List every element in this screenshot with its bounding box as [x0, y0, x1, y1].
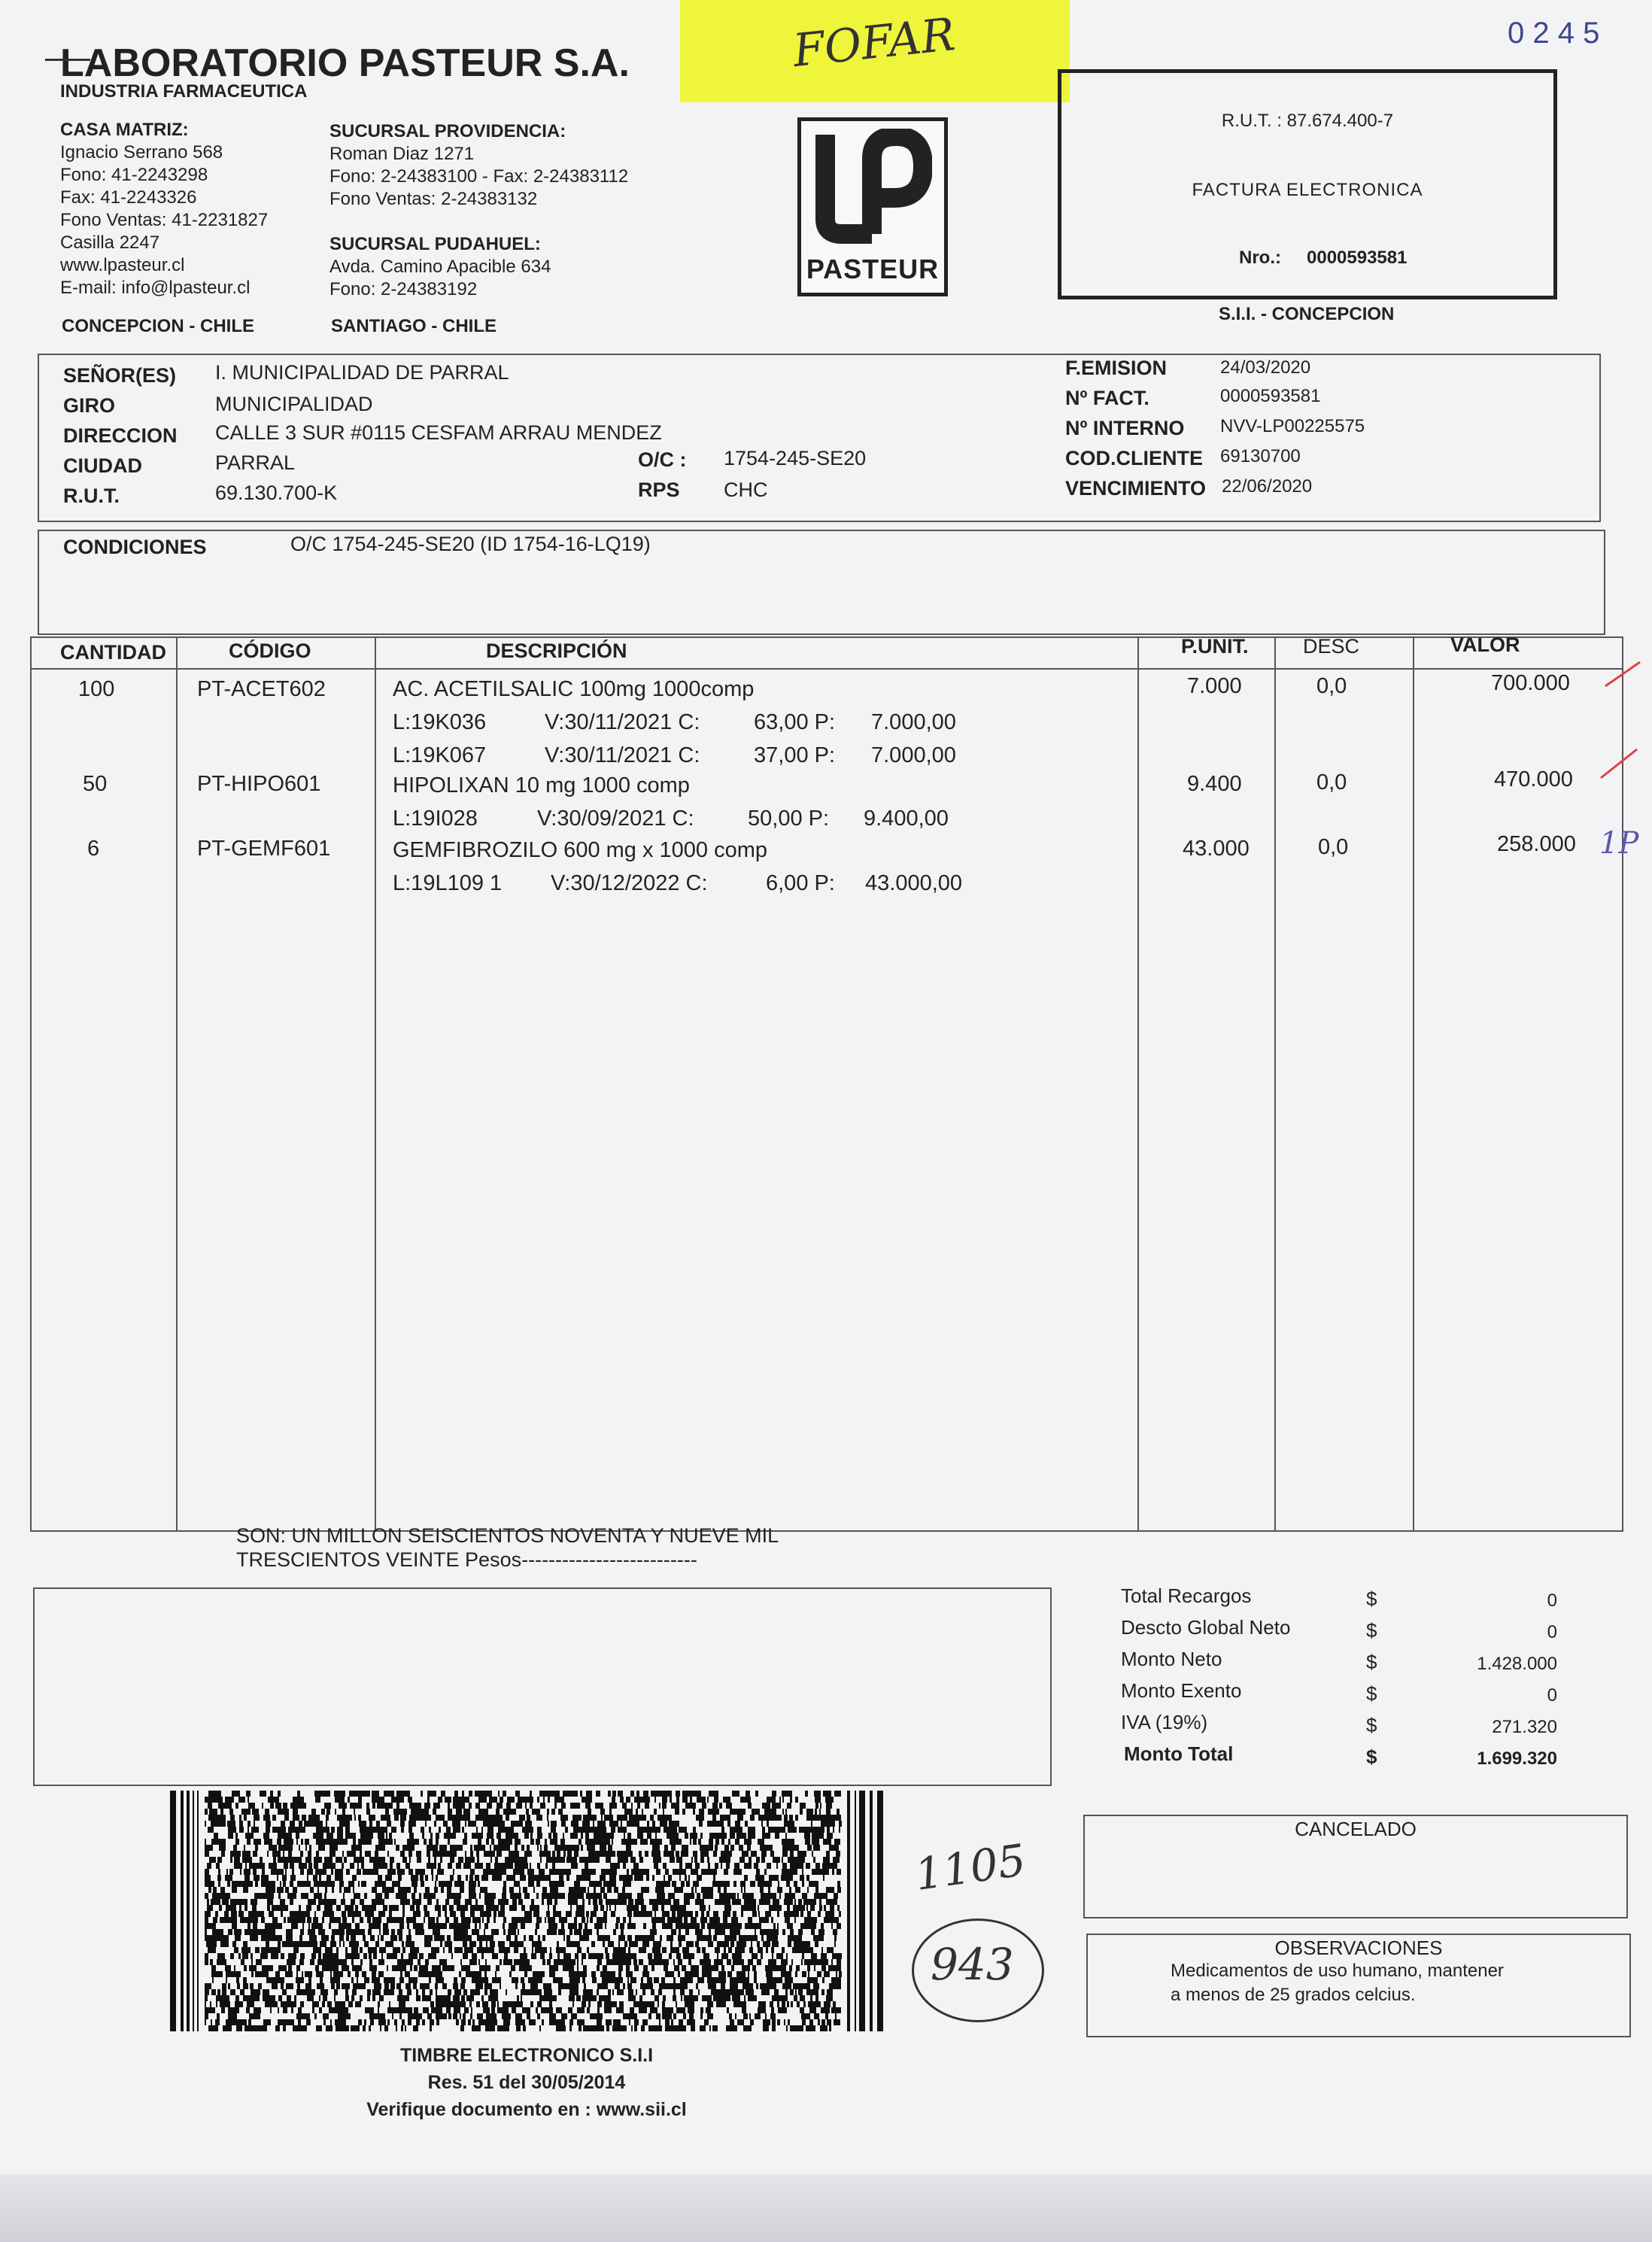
lote-id: L:19L109 1 [393, 871, 503, 895]
son-line2: TRESCIENTOS VEINTE Pesos-------------------------- [236, 1548, 697, 1571]
page-shadow [0, 2174, 1652, 2242]
value-rut: 69.130.700-K [215, 482, 338, 504]
cancelado-label: CANCELADO [1295, 1818, 1417, 1840]
casa-matriz-line: Fono Ventas: 41-2231827 [60, 210, 269, 230]
invoice-box [1058, 69, 1557, 299]
item-cantidad: 6 [87, 837, 100, 861]
sticky-note [680, 0, 1070, 102]
casa-matriz-title: CASA MATRIZ: [60, 120, 189, 140]
lote-id: L:19K036 [393, 710, 487, 734]
label-giro: GIRO [63, 394, 116, 417]
total-label: Monto Neto [1121, 1648, 1222, 1670]
item-cantidad: 100 [78, 677, 115, 701]
observaciones-box [1086, 1934, 1631, 2037]
casa-matriz-line: Fono: 41-2243298 [60, 165, 208, 185]
timbre-line3: Verifique documento en : www.sii.cl [366, 2099, 687, 2120]
pudahuel-city: SANTIAGO - CHILE [331, 316, 497, 336]
total-value: 271.320 [1492, 1717, 1557, 1737]
item-cantidad: 50 [83, 772, 108, 796]
issuer-rut: R.U.T. : 87.674.400-7 [1221, 111, 1394, 131]
lp-logo-icon [812, 129, 932, 249]
timbre [173, 2042, 880, 2123]
pdf417-barcode [170, 1791, 885, 2031]
handwritten-circled-note: 943 [931, 1939, 1014, 1990]
label-rut: R.U.T. [63, 485, 120, 507]
company-subtitle: INDUSTRIA FARMACEUTICA [60, 81, 308, 102]
col-divider [176, 638, 178, 1530]
total-label: IVA (19%) [1121, 1711, 1208, 1733]
casa-matriz-city: CONCEPCION - CHILE [62, 316, 255, 336]
observaciones-line: Medicamentos de uso humano, mantener [1171, 1961, 1504, 1981]
value-vencimiento: 22/06/2020 [1222, 476, 1313, 497]
value-oc: 1754-245-SE20 [724, 447, 867, 469]
item-descripcion: HIPOLIXAN 10 mg 1000 comp [393, 773, 690, 797]
casa-matriz [60, 119, 268, 299]
corner-number: 0 2 4 5 [1508, 17, 1600, 50]
total-currency: $ [1366, 1651, 1377, 1673]
sucursal-providencia [329, 120, 628, 211]
providencia-line: Fono: 2-24383100 - Fax: 2-24383112 [329, 166, 629, 187]
total-currency: $ [1366, 1587, 1377, 1610]
label-ciudad: CIUDAD [63, 454, 142, 477]
label-vencimiento: VENCIMIENTO [1065, 477, 1207, 500]
logo-text: PASTEUR [806, 254, 940, 284]
item-desc: 0,0 [1316, 674, 1347, 698]
total-value: 0 [1547, 1685, 1557, 1706]
check-mark-icon [1602, 656, 1647, 697]
label-f-emision: F.EMISION [1065, 357, 1168, 379]
value-rps: CHC [724, 478, 768, 501]
total-value: 1.428.000 [1477, 1654, 1557, 1674]
total-currency: $ [1366, 1682, 1377, 1705]
item-punit: 9.400 [1187, 772, 1242, 796]
item-codigo: PT-GEMF601 [197, 837, 331, 861]
handwritten-note: 1105 [911, 1834, 1029, 1900]
value-ciudad: PARRAL [215, 451, 296, 474]
lote-id: L:19K067 [393, 743, 487, 767]
lote-venc: V:30/12/2022 C: [551, 871, 708, 895]
item-desc: 0,0 [1318, 835, 1349, 859]
value-direccion: CALLE 3 SUR #0115 CESFAM ARRAU MENDEZ [215, 421, 662, 444]
lote-venc: V:30/11/2021 C: [545, 710, 700, 734]
observaciones-title: OBSERVACIONES [1274, 1937, 1443, 1959]
son-line1: SON: UN MILLON SEISCIENTOS NOVENTA Y NUEVE MIL [236, 1524, 779, 1547]
timbre-line2: Res. 51 del 30/05/2014 [427, 2072, 626, 2093]
handwritten-mark: 1P [1599, 826, 1639, 861]
header-cantidad: CANTIDAD [60, 641, 166, 664]
value-n-interno: NVV-LP00225575 [1220, 416, 1365, 436]
header-codigo: CÓDIGO [229, 639, 311, 662]
casa-matriz-line: Fax: 41-2243326 [60, 187, 197, 208]
header-punit: P.UNIT. [1181, 635, 1249, 658]
providencia-line: Fono Ventas: 2-24383132 [329, 189, 538, 209]
lote-cant: 6,00 P: [766, 871, 835, 895]
total-value: 1.699.320 [1477, 1748, 1557, 1769]
items-table [30, 636, 1623, 1532]
total-label: Descto Global Neto [1121, 1616, 1291, 1639]
item-valor: 470.000 [1494, 767, 1573, 791]
pudahuel-title: SUCURSAL PUDAHUEL: [329, 234, 541, 254]
header-descripcion: DESCRIPCIÓN [486, 639, 627, 662]
total-label: Total Recargos [1121, 1584, 1252, 1607]
sticky-note-text: FOFAR [790, 8, 958, 78]
item-descripcion: AC. ACETILSALIC 100mg 1000comp [393, 677, 755, 701]
sii-office: S.I.I. - CONCEPCION [1219, 304, 1395, 324]
col-divider [1413, 638, 1414, 1530]
invoice-nro-label: Nro.: [1239, 248, 1281, 268]
total-label: Monto Total [1124, 1742, 1234, 1765]
total-currency: $ [1366, 1745, 1377, 1768]
casa-matriz-line: Casilla 2247 [60, 232, 160, 253]
label-direccion: DIRECCION [63, 424, 178, 447]
observaciones-text [1171, 1959, 1504, 2007]
condiciones-value: O/C 1754-245-SE20 (ID 1754-16-LQ19) [290, 533, 651, 555]
header-valor: VALOR [1450, 633, 1520, 656]
empty-box [33, 1587, 1052, 1786]
lote-venc: V:30/09/2021 C: [537, 807, 694, 831]
casa-matriz-line: www.lpasteur.cl [60, 255, 185, 275]
label-oc: O/C : [638, 448, 687, 471]
item-punit: 43.000 [1183, 837, 1250, 861]
lote-cant: 63,00 P: [754, 710, 836, 734]
condiciones-box [38, 530, 1605, 635]
item-codigo: PT-HIPO601 [197, 772, 321, 796]
total-value: 0 [1547, 1622, 1557, 1642]
providencia-line: Roman Diaz 1271 [329, 144, 475, 164]
sucursal-pudahuel [329, 233, 551, 301]
casa-matriz-line: E-mail: info@lpasteur.cl [60, 278, 251, 298]
pudahuel-line: Avda. Camino Apacible 634 [329, 257, 551, 277]
value-n-fact: 0000593581 [1220, 386, 1321, 406]
col-divider [375, 638, 376, 1530]
lote-cant: 37,00 P: [754, 743, 836, 767]
label-rps: RPS [638, 478, 680, 501]
label-n-fact: Nº FACT. [1065, 387, 1149, 409]
lote-venc: V:30/11/2021 C: [545, 743, 700, 767]
timbre-line1: TIMBRE ELECTRONICO S.I.I [399, 2045, 654, 2066]
col-divider [1274, 638, 1276, 1530]
label-senor: SEÑOR(ES) [63, 364, 177, 387]
handwritten-circle [912, 1918, 1044, 2022]
lote-id: L:19I028 [393, 807, 478, 831]
company-name: LABORATORIO PASTEUR S.A. [60, 41, 630, 85]
total-currency: $ [1366, 1714, 1377, 1736]
lote-cant: 50,00 P: [748, 807, 830, 831]
item-descripcion: GEMFIBROZILO 600 mg x 1000 comp [393, 838, 768, 862]
value-f-emision: 24/03/2020 [1220, 357, 1311, 378]
value-giro: MUNICIPALIDAD [215, 393, 373, 415]
total-currency: $ [1366, 1619, 1377, 1642]
label-cod-cliente: COD.CLIENTE [1065, 447, 1204, 469]
total-value: 0 [1547, 1590, 1557, 1611]
item-codigo: PT-ACET602 [197, 677, 326, 701]
invoice-nro: 0000593581 [1307, 248, 1408, 268]
pasteur-logo [797, 117, 948, 296]
value-senor: I. MUNICIPALIDAD DE PARRAL [215, 361, 509, 384]
observaciones-line: a menos de 25 grados celcius. [1171, 1985, 1416, 2005]
strike-mark [45, 59, 90, 61]
invoice-type: FACTURA ELECTRONICA [1192, 180, 1423, 200]
label-n-interno: Nº INTERNO [1065, 417, 1185, 439]
item-punit: 7.000 [1187, 674, 1242, 698]
total-label: Monto Exento [1121, 1679, 1242, 1702]
lote-precio: 7.000,00 [871, 743, 956, 767]
header-desc: DESC [1303, 635, 1360, 658]
providencia-title: SUCURSAL PROVIDENCIA: [329, 121, 566, 141]
casa-matriz-line: Ignacio Serrano 568 [60, 142, 223, 163]
cancelado-box [1083, 1815, 1628, 1918]
condiciones-label: CONDICIONES [63, 536, 207, 558]
pudahuel-line: Fono: 2-24383192 [329, 279, 478, 299]
lote-precio: 43.000,00 [865, 871, 963, 895]
header-divider [30, 668, 1622, 670]
item-desc: 0,0 [1316, 770, 1347, 794]
lote-precio: 9.400,00 [864, 807, 949, 831]
check-mark-icon [1598, 745, 1643, 786]
item-valor: 258.000 [1497, 832, 1576, 856]
item-valor: 700.000 [1491, 671, 1570, 695]
col-divider [1137, 638, 1139, 1530]
lote-precio: 7.000,00 [871, 710, 956, 734]
value-cod-cliente: 69130700 [1220, 446, 1301, 466]
